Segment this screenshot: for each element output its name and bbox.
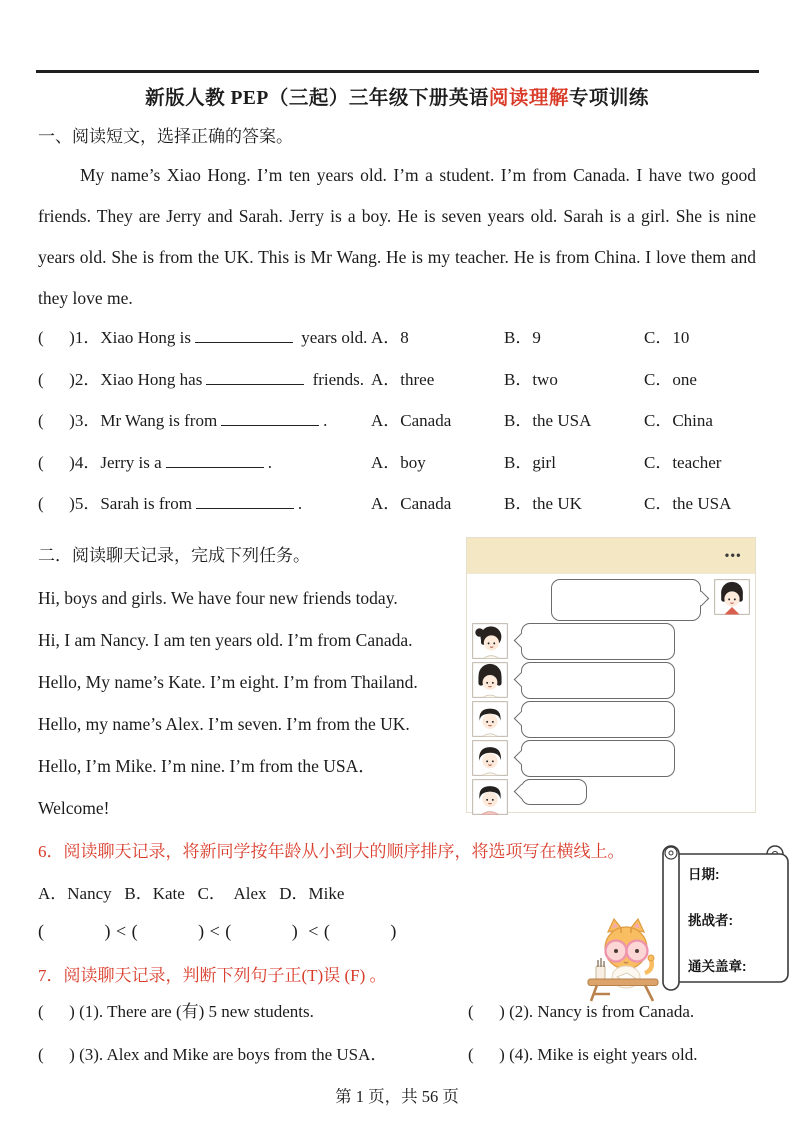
- chat-bubble: [521, 779, 587, 805]
- chat-transcript-line: Hello, my name’s Alex. I’m seven. I’m from the UK.: [38, 713, 410, 734]
- answer-blank[interactable]: [195, 329, 293, 343]
- page-number-footer: 第 1 页，共 56 页: [335, 1086, 459, 1106]
- question7-prompt: 7．阅读聊天记录，判断下列句子正(T)误 (F) 。: [38, 965, 387, 985]
- true-false-item[interactable]: ( ) (2). Nancy is from Canada.: [468, 1001, 695, 1021]
- answer-blank[interactable]: [221, 412, 319, 426]
- chat-message-row: [472, 779, 750, 815]
- more-menu-icon: •••: [724, 548, 742, 562]
- chat-bubble: [521, 740, 675, 777]
- cat-at-desk-icon: [583, 915, 669, 1005]
- answer-blank[interactable]: [206, 371, 304, 385]
- question-stem-after: .: [267, 452, 272, 472]
- mc-question-row: [38, 365, 756, 407]
- question-stem: Xiao Hong has: [100, 369, 203, 389]
- question-stem-after: .: [297, 494, 303, 513]
- chat-message-row: [472, 740, 750, 777]
- chat-transcript-line: Hi, I am Nancy. I am ten years old. I’m from Canada.: [38, 629, 413, 650]
- title-highlight: 阅读理解: [488, 88, 569, 109]
- mc-question-row: [38, 406, 756, 448]
- question6-options: A．Nancy B．Kate C． Alex D．Mike: [38, 883, 345, 903]
- reading-passage: My name’s Xiao Hong. I’m ten years old. I’m a student. I’m from Canada. I have two good friends. They are Jerry and Sarah. Jerry is a boy. He is seven years old. Sarah is a girl. She is nine years old. She is from the UK. This is Mr Wang. He is my teacher. He is from China. I love them and they love me.: [38, 165, 756, 308]
- page-title: [38, 82, 756, 110]
- true-false-item[interactable]: ( ) (4). Mike is eight years old.: [468, 1044, 698, 1064]
- avatar-boy-icon: [472, 779, 508, 815]
- chat-transcript-line: Welcome!: [38, 797, 110, 818]
- chat-message-row: [472, 579, 750, 621]
- chat-message-row: [472, 701, 750, 738]
- header-rule: [36, 70, 759, 73]
- chat-bubble: [521, 662, 675, 699]
- chat-panel-image: [466, 537, 756, 813]
- chat-message-row: [472, 623, 750, 660]
- question6-prompt: 6．阅读聊天记录，将新同学按年龄从小到大的顺序排序，将选项写在横线上。: [38, 841, 625, 861]
- question-label: ( )4．: [38, 452, 101, 472]
- date-label: 日期:: [688, 867, 720, 882]
- question-label: ( )1．: [38, 328, 101, 347]
- option-a: A．Canada: [371, 411, 452, 430]
- option-b: B．the UK: [504, 494, 582, 513]
- question-label: ( )2．: [38, 369, 101, 389]
- question-stem-after: years old.: [297, 328, 368, 347]
- question-stem: Jerry is a: [100, 452, 162, 472]
- option-c: C．teacher: [644, 452, 722, 472]
- avatar-boy-icon: [472, 701, 508, 737]
- pass-stamp-label: 通关盖章:: [688, 959, 747, 974]
- chat-transcript-line: Hi, boys and girls. We have four new friends today.: [38, 587, 398, 608]
- stamp-card: [652, 842, 792, 994]
- option-b: B．9: [504, 328, 541, 347]
- option-a: A．8: [371, 328, 409, 347]
- mc-question-list: [38, 323, 756, 531]
- mc-question-row: [38, 448, 756, 490]
- true-false-item[interactable]: ( ) (1). There are (有) 5 new students.: [38, 1001, 314, 1021]
- option-c: C．the USA: [644, 494, 732, 513]
- cat-mascot: [583, 915, 669, 1005]
- mc-question-row: [38, 323, 756, 365]
- chat-panel-header: [467, 538, 755, 574]
- option-c: C．10: [644, 328, 690, 347]
- answer-blank[interactable]: [166, 454, 264, 468]
- answer-blank[interactable]: [196, 495, 294, 509]
- section2: [38, 535, 756, 829]
- section2-heading: 二．阅读聊天记录，完成下列任务。: [38, 545, 310, 565]
- option-b: B．two: [504, 369, 558, 389]
- avatar-girl-bob-icon: [472, 662, 508, 698]
- question-stem: Sarah is from: [100, 494, 192, 513]
- option-a: A．Canada: [371, 494, 452, 513]
- chat-transcript-line: Hello, My name’s Kate. I’m eight. I’m from Thailand.: [38, 671, 418, 692]
- avatar-girl-with-bun-icon: [472, 623, 508, 659]
- question6-answer-line[interactable]: ( ) < ( ) < ( ) < ( ): [38, 920, 397, 941]
- chat-bubble: [521, 623, 675, 660]
- challenger-label: 挑战者:: [688, 913, 733, 928]
- section1-heading: 一、阅读短文，选择正确的答案。: [38, 127, 293, 146]
- title-prefix: 新版人教 PEP（三起）三年级下册英语: [145, 88, 489, 109]
- option-b: B．the USA: [504, 411, 592, 430]
- option-c: C．China: [644, 411, 713, 430]
- title-suffix: 专项训练: [568, 88, 649, 109]
- option-b: B．girl: [504, 452, 556, 472]
- question-label: ( )3．: [38, 411, 101, 430]
- option-a: A．boy: [371, 452, 426, 472]
- chat-bubble: [521, 701, 675, 738]
- question-label: ( )5．: [38, 494, 101, 513]
- chat-transcript-line: Hello, I’m Mike. I’m nine. I’m from the USA．: [38, 755, 376, 776]
- option-c: C．one: [644, 369, 697, 389]
- question-stem: Xiao Hong is: [100, 328, 191, 347]
- avatar-teacher-girl-icon: [714, 579, 750, 615]
- chat-message-row: [472, 662, 750, 699]
- option-a: A．three: [371, 369, 435, 389]
- question-stem-after: .: [323, 411, 328, 430]
- avatar-boy-icon: [472, 740, 508, 776]
- question-stem: Mr Wang is from: [100, 411, 218, 430]
- chat-bubble: [551, 579, 701, 621]
- mc-question-row: [38, 489, 756, 531]
- true-false-item[interactable]: ( ) (3). Alex and Mike are boys from the USA．: [38, 1044, 388, 1064]
- question-stem-after: friends.: [308, 369, 365, 389]
